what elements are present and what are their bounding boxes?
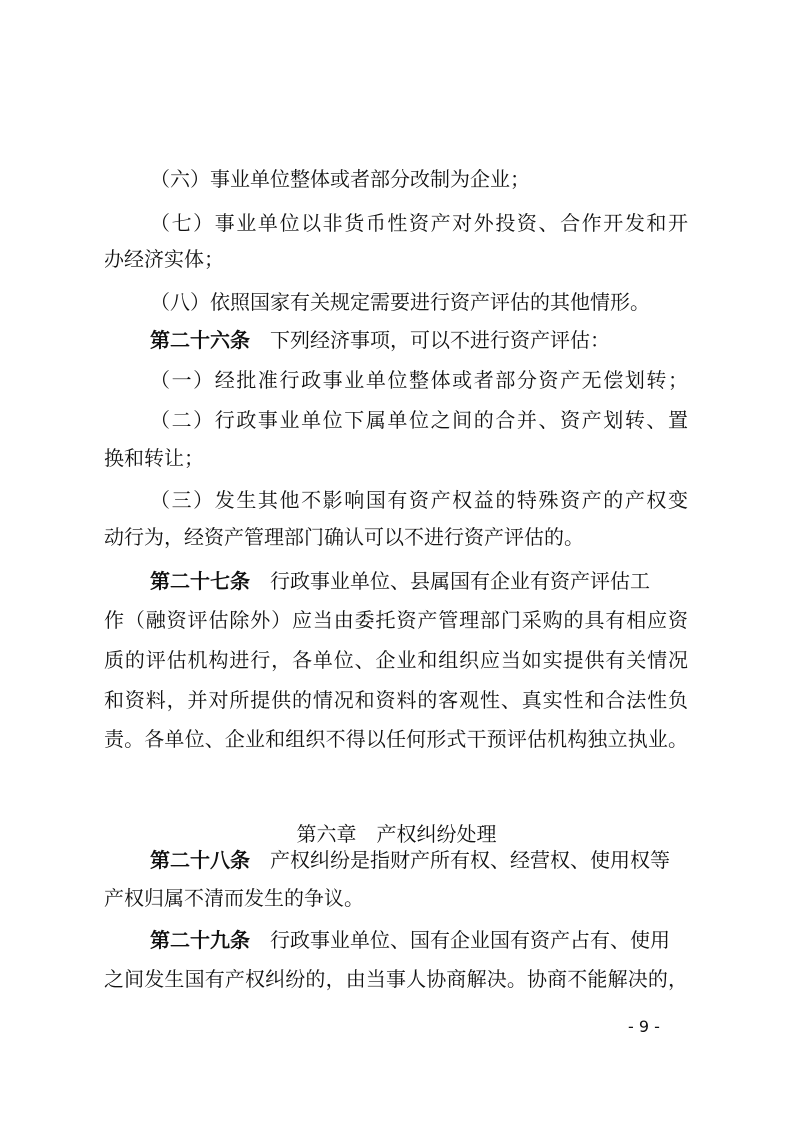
article-28-text: 产权纠纷是指财产所有权、经营权、使用权等 (270, 848, 670, 872)
article-26-clause-3-line-1: （三）发生其他不影响国有资产权益的特殊资产的产权变 (150, 488, 688, 512)
article-27-text: 行政事业单位、县属国有企业有资产评估工 (270, 569, 650, 593)
article-26-text: 下列经济事项，可以不进行资产评估： (270, 328, 610, 352)
article-26-clause-2-line-1: （二）行政事业单位下属单位之间的合并、资产划转、置 (150, 408, 688, 432)
clause-6: （六）事业单位整体或者部分改制为企业； (150, 167, 530, 191)
clause-7-line-1: （七）事业单位以非货币性资产对外投资、合作开发和开 (150, 211, 688, 235)
article-29-line-1 (150, 926, 734, 954)
article-26-clause-1: （一）经批准行政事业单位整体或者部分资产无偿划转； (150, 368, 688, 392)
clause-8: （八）依照国家有关规定需要进行资产评估的其他情形。 (150, 290, 650, 314)
article-27-line-3: 质的评估机构进行，各单位、企业和组织应当如实提供有关情况 (104, 648, 688, 672)
article-27-line-4: 和资料，并对所提供的情况和资料的客观性、真实性和合法性负 (104, 688, 688, 712)
article-27-line-5: 责。各单位、企业和组织不得以任何形式干预评估机构独立执业。 (104, 727, 688, 751)
article-27-label: 第二十七条 (150, 569, 250, 593)
article-28-label: 第二十八条 (150, 848, 250, 872)
article-26-line (150, 326, 734, 354)
article-28-line-1 (150, 846, 734, 874)
article-26-clause-3-line-2: 动行为，经资产管理部门确认可以不进行资产评估的。 (104, 525, 584, 549)
article-28-line-2: 产权归属不清而发生的争议。 (104, 886, 364, 910)
clause-7-line-2: 办经济实体； (104, 247, 224, 271)
article-29-label: 第二十九条 (150, 928, 250, 952)
article-26-label: 第二十六条 (150, 328, 250, 352)
chapter-title: 第六章 产权纠纷处理 (296, 822, 497, 846)
article-29-line-2: 之间发生国有产权纠纷的，由当事人协商解决。协商不能解决的， (104, 967, 688, 991)
article-26-clause-2-line-2: 换和转让； (104, 446, 204, 470)
article-29-text: 行政事业单位、国有企业国有资产占有、使用 (270, 928, 670, 952)
article-27-line-1 (150, 567, 734, 595)
article-27-line-2: 作（融资评估除外）应当由委托资产管理部门采购的具有相应资 (104, 608, 688, 632)
page-number: - 9 - (628, 1017, 660, 1036)
